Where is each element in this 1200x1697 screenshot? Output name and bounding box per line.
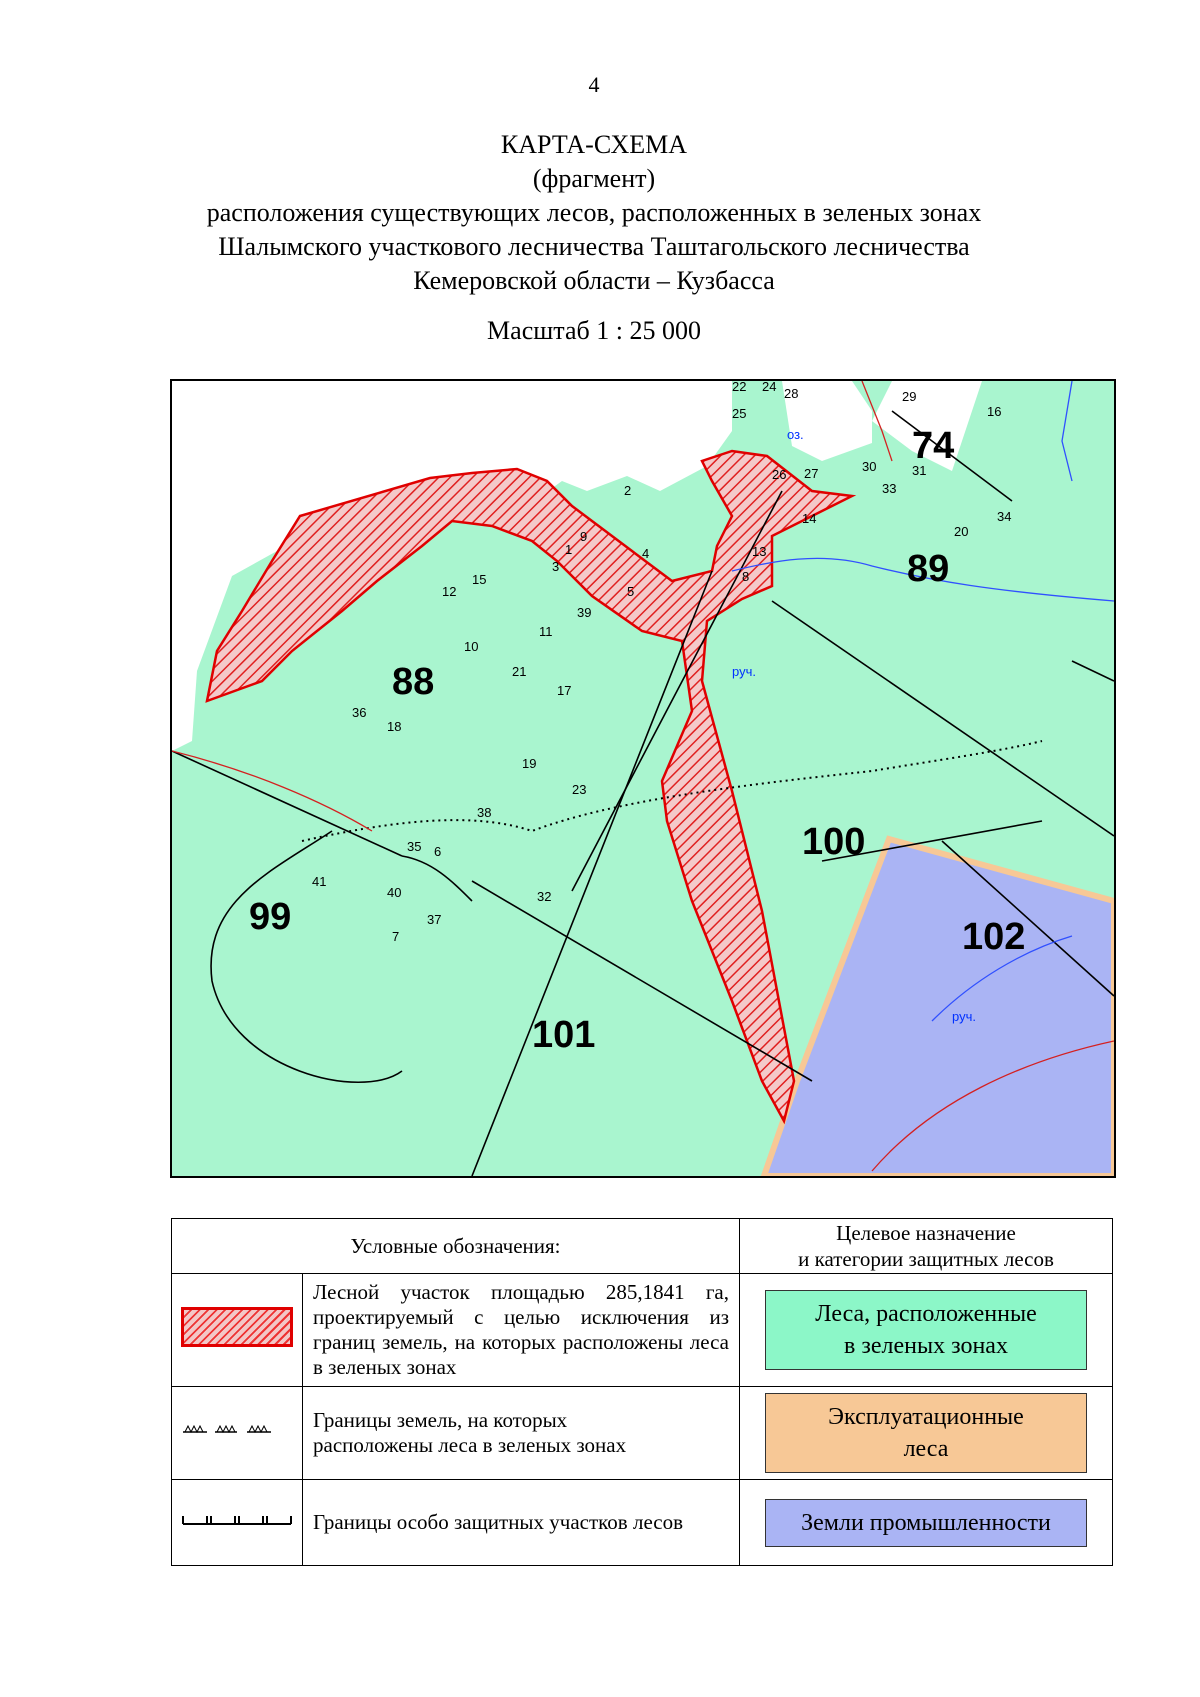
- legend-category: [740, 1387, 1113, 1480]
- category-label: в зеленых зонах: [844, 1333, 1008, 1359]
- parcel-number: 27: [804, 466, 819, 481]
- parcel-number: 9: [580, 529, 588, 544]
- parcel-number: 8: [742, 569, 750, 584]
- legend-header-left: Условные обозначения:: [172, 1219, 740, 1274]
- quarter-label: 102: [962, 916, 1026, 958]
- parcel-number: 10: [464, 639, 479, 654]
- title-line-1: КАРТА-СХЕМА: [500, 130, 688, 159]
- parcel-number: 32: [537, 889, 552, 904]
- parcel-number: 16: [987, 404, 1002, 419]
- parcel-number: 6: [434, 844, 442, 859]
- parcel-number: 23: [572, 782, 587, 797]
- parcel-number: 15: [472, 572, 487, 587]
- title-line-3: расположения существующих лесов, расположенных в зеленых зонах: [206, 198, 982, 227]
- parcel-number: 3: [552, 559, 560, 574]
- parcel-number: 40: [387, 885, 402, 900]
- title-line-4: Шалымского участкового лесничества Таштагольского лесничества: [218, 232, 970, 261]
- map-frame[interactable]: [170, 379, 1116, 1178]
- stream-label: руч.: [732, 664, 756, 679]
- parcel-number: 37: [427, 912, 442, 927]
- parcel-number: 14: [802, 511, 817, 526]
- legend-header-right-line1: Целевое назначение: [836, 1221, 1016, 1245]
- hatched-parcel-swatch: [181, 1307, 293, 1347]
- parcel-number: 33: [882, 481, 897, 496]
- parcel-number: 25: [732, 406, 747, 421]
- map-title: [0, 128, 1188, 298]
- legend-text-line: Границы земель, на которых: [313, 1408, 568, 1432]
- parcel-number: 11: [539, 624, 553, 639]
- green-boundary-symbol: [181, 1420, 293, 1440]
- category-label: Эксплуатационные: [828, 1404, 1024, 1430]
- legend-text-line: расположены леса в зеленых зонах: [313, 1433, 627, 1457]
- parcel-number: 21: [512, 664, 527, 679]
- parcel-number: 39: [577, 605, 592, 620]
- parcel-number: 19: [522, 756, 537, 771]
- parcel-number: 26: [772, 467, 787, 482]
- lake-label: оз.: [787, 427, 804, 442]
- parcel-number: 17: [557, 683, 572, 698]
- parcel-number: 7: [392, 929, 400, 944]
- title-line-5: Кемеровской области – Кузбасса: [413, 266, 775, 295]
- category-label: Леса, расположенные: [815, 1301, 1037, 1327]
- parcel-number: 18: [387, 719, 402, 734]
- parcel-number: 35: [407, 839, 422, 854]
- legend-symbol-hatch: [172, 1274, 303, 1387]
- title-line-2: (фрагмент): [532, 164, 656, 193]
- category-label: леса: [903, 1436, 949, 1462]
- legend-header-right: [740, 1219, 1113, 1274]
- quarter-label: 101: [532, 1014, 596, 1056]
- parcel-number: 36: [352, 705, 367, 720]
- legend-category: [740, 1274, 1113, 1387]
- stream-label: руч.: [952, 1009, 976, 1024]
- industry-swatch: Земли промышленности: [765, 1499, 1087, 1547]
- legend-header-right-line2: и категории защитных лесов: [798, 1247, 1054, 1271]
- parcel-number: 30: [862, 459, 877, 474]
- parcel-number: 22: [732, 381, 747, 394]
- parcel-number: 20: [954, 524, 969, 539]
- parcel-number: 31: [912, 463, 927, 478]
- legend-category: [740, 1480, 1113, 1566]
- parcel-number: 13: [752, 544, 767, 559]
- parcel-number: 34: [997, 509, 1012, 524]
- parcel-number: 1: [565, 542, 573, 557]
- legend-symbol-protective-boundary: [172, 1480, 303, 1566]
- parcel-number: 41: [312, 874, 327, 889]
- quarter-label: 99: [249, 896, 292, 938]
- legend-table: [171, 1218, 1113, 1566]
- parcel-number: 12: [442, 584, 457, 599]
- quarter-label: 74: [912, 425, 955, 467]
- page-number: 4: [588, 72, 600, 97]
- parcel-number: 5: [627, 584, 635, 599]
- protective-boundary-symbol: [181, 1510, 293, 1530]
- legend-symbol-green-boundary: [172, 1387, 303, 1480]
- quarter-label: 100: [802, 821, 866, 863]
- exploitation-swatch: [765, 1393, 1087, 1473]
- legend-text: Границы особо защитных участков лесов: [303, 1480, 740, 1566]
- quarter-label: 88: [392, 661, 435, 703]
- parcel-number: 2: [624, 483, 632, 498]
- parcel-number: 29: [902, 389, 917, 404]
- parcel-number: 28: [784, 386, 799, 401]
- green-zone-swatch: [765, 1290, 1087, 1370]
- parcel-number: 24: [762, 381, 777, 394]
- parcel-number: 38: [477, 805, 492, 820]
- quarter-label: 89: [907, 548, 950, 590]
- parcel-number: 4: [642, 546, 650, 561]
- map-scale: Масштаб 1 : 25 000: [487, 316, 701, 345]
- legend-text: Лесной участок площадью 285,1841 га, проектируемый с целью исключения из границ земель, на которых расположены леса в зеленых зонах: [303, 1274, 740, 1387]
- forest-map[interactable]: [172, 381, 1114, 1176]
- legend-text: [303, 1387, 740, 1480]
